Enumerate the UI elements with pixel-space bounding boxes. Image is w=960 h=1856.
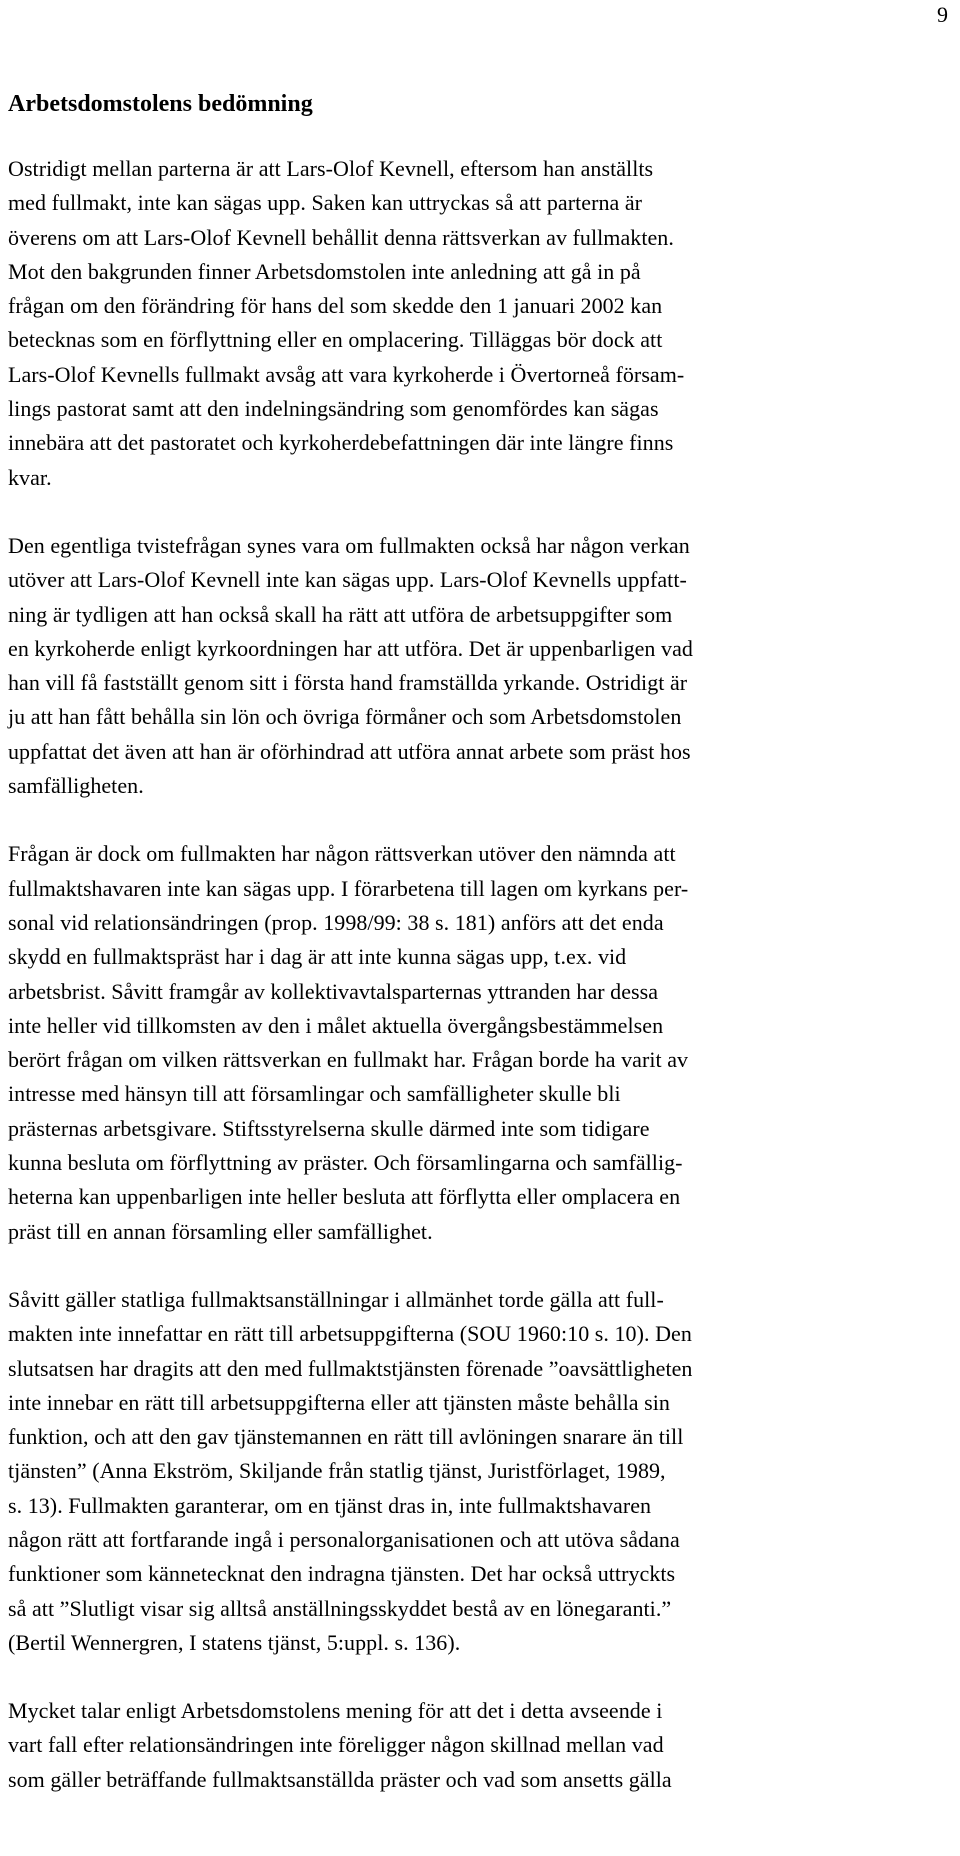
text-line: ning är tydligen att han också skall ha rätt att utföra de arbetsuppgifter som: [8, 601, 673, 627]
text-line: någon rätt att fortfarande ingå i personalorganisationen och att utöva sådana: [8, 1526, 680, 1552]
text-line: som gäller beträffande fullmaktsanställda präster och vad som ansetts gälla: [8, 1766, 672, 1792]
text-line: med fullmakt, inte kan sägas upp. Saken kan uttryckas så att parterna är: [8, 190, 643, 216]
section-heading: Arbetsdomstolens bedömning: [8, 91, 313, 117]
text-line: Ostridigt mellan parterna är att Lars-Olof Kevnell, eftersom han anställts: [8, 156, 654, 181]
paragraph: [8, 152, 938, 495]
text-line: tjänsten” (Anna Ekström, Skiljande från statlig tjänst, Juristförlaget, 1989,: [8, 1458, 666, 1484]
text-line: utöver att Lars-Olof Kevnell inte kan sägas upp. Lars-Olof Kevnells uppfatt-: [8, 567, 687, 593]
text-line: vart fall efter relationsändringen inte föreligger någon skillnad mellan vad: [8, 1732, 664, 1758]
text-line: s. 13). Fullmakten garanterar, om en tjänst dras in, inte fullmaktshavaren: [8, 1492, 652, 1518]
text-line: intresse med hänsyn till att församlingar och samfälligheter skulle bli: [8, 1081, 621, 1107]
document-body: [8, 84, 938, 1831]
text-line: funktioner som kännetecknat den indragna tjänsten. Det har också uttryckts: [8, 1561, 676, 1587]
text-line: prästernas arbetsgivare. Stiftsstyrelserna skulle därmed inte som tidigare: [8, 1115, 650, 1141]
text-line: berört frågan om vilken rättsverkan en fullmakt har. Frågan borde ha varit av: [8, 1047, 689, 1073]
text-line: makten inte innefattar en rätt till arbetsuppgifterna (SOU 1960:10 s. 10). Den: [8, 1321, 692, 1347]
text-line: slutsatsen har dragits att den med fullmaktstjänsten förenade ”oavsättligheten: [8, 1355, 693, 1381]
text-line: samfälligheten.: [8, 773, 144, 799]
text-line: Frågan är dock om fullmakten har någon rättsverkan utöver den nämnda att: [8, 841, 676, 867]
text-line: (Bertil Wennergren, I statens tjänst, 5:uppl. s. 136).: [8, 1629, 461, 1655]
text-line: frågan om den förändring för hans del som skedde den 1 januari 2002 kan: [8, 293, 663, 319]
paragraph: [8, 1283, 938, 1660]
text-line: så att ”Slutligt visar sig alltså anställningsskyddet bestå av en lönegaranti.”: [8, 1595, 672, 1621]
paragraph: [8, 1694, 938, 1797]
text-line: skydd en fullmaktspräst har i dag är att inte kunna sägas upp, t.ex. vid: [8, 944, 627, 970]
paragraph-list: [8, 152, 938, 1797]
text-line: betecknas som en förflyttning eller en omplacering. Tilläggas bör dock att: [8, 327, 663, 353]
paragraph: [8, 837, 938, 1249]
text-line: överens om att Lars-Olof Kevnell behållit denna rättsverkan av fullmakten.: [8, 224, 674, 250]
text-line: präst till en annan församling eller samfällighet.: [8, 1218, 433, 1244]
text-line: kunna besluta om förflyttning av präster. Och församlingarna och samfällig-: [8, 1150, 683, 1176]
text-line: en kyrkoherde enligt kyrkoordningen har att utföra. Det är uppenbarligen vad: [8, 635, 693, 661]
text-line: Lars-Olof Kevnells fullmakt avsåg att vara kyrkoherde i Övertorneå försam-: [8, 361, 685, 387]
text-line: lings pastorat samt att den indelningsändring som genomfördes kan sägas: [8, 396, 659, 422]
text-line: kvar.: [8, 464, 52, 490]
text-line: sonal vid relationsändringen (prop. 1998/99: 38 s. 181) anförs att det enda: [8, 909, 664, 935]
text-line: han vill få fastställt genom sitt i första hand framställda yrkande. Ostridigt är: [8, 670, 688, 696]
text-line: funktion, och att den gav tjänstemannen en rätt till avlöningen snarare än till: [8, 1424, 684, 1450]
text-line: heterna kan uppenbarligen inte heller besluta att förflytta eller omplacera en: [8, 1184, 681, 1210]
text-line: fullmaktshavaren inte kan sägas upp. I förarbetena till lagen om kyrkans per-: [8, 875, 689, 901]
page-number: 9: [937, 2, 948, 27]
text-line: inte heller vid tillkomsten av den i målet aktuella övergångsbestämmelsen: [8, 1012, 664, 1038]
paragraph: [8, 529, 938, 803]
text-line: inte innebar en rätt till arbetsuppgifterna eller att tjänsten måste behålla sin: [8, 1389, 670, 1415]
text-line: ju att han fått behålla sin lön och övriga förmåner och som Arbetsdomstolen: [8, 704, 682, 730]
text-line: innebära att det pastoratet och kyrkoherdebefattningen där inte längre finns: [8, 430, 674, 456]
text-line: Den egentliga tvistefrågan synes vara om fullmakten också har någon verkan: [8, 532, 690, 558]
text-line: arbetsbrist. Såvitt framgår av kollektivavtalsparternas yttranden har dessa: [8, 978, 659, 1004]
text-line: Mot den bakgrunden finner Arbetsdomstolen inte anledning att gå in på: [8, 258, 641, 284]
text-line: Såvitt gäller statliga fullmaktsanställningar i allmänhet torde gälla att full-: [8, 1286, 664, 1312]
text-line: uppfattat det även att han är oförhindrad att utföra annat arbete som präst hos: [8, 738, 691, 764]
text-line: Mycket talar enligt Arbetsdomstolens mening för att det i detta avseende i: [8, 1698, 663, 1724]
